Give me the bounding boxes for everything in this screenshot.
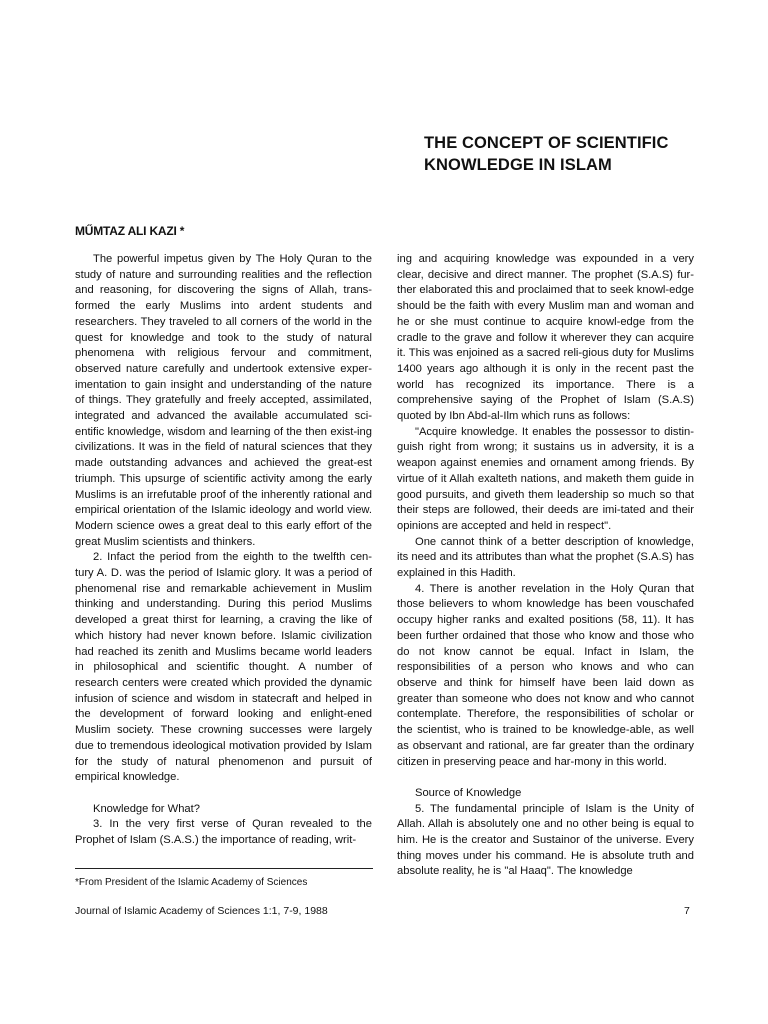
- right-column: [397, 252, 694, 880]
- paragraph-4: 4. There is another revelation in the Holy Quran that those believers to whom knowledge has been vouschafed occupy higher ranks and exalted positions (58, 11). It has been further ordained that those who know and those who do not know cannot be equal. Infact in Islam, the responsibilities of a person who knows and who can observe and think for himself have been laid down as greater than someone who does not know and who cannot contemplate. Therefore, the responsibilities of scholar or the scientist, who is trained to be knowledge-able, as well as observant and rational, are far greater than the ordinary citizen in preserving peace and har-mony in this world.: [397, 582, 694, 768]
- section-heading-knowledge-for-what: Knowledge for What?: [93, 802, 200, 815]
- hadith-quote: "Acquire knowledge. It enables the possessor to distin-guish right from wrong; it sustains us in adversity, it is a weapon against enemies and ornament among friends. By virtue of it Allah exalteth nations, and maketh them guide in good pursuits, and giveth them leadership so much so that their steps are followed, their deeds are imi-tated and their opinions are accepted and held in respect".: [397, 425, 694, 532]
- article-title: [424, 132, 734, 176]
- title-line-2: KNOWLEDGE IN ISLAM: [424, 156, 612, 174]
- left-column: [75, 252, 372, 849]
- paragraph-1: The powerful impetus given by The Holy Quran to the study of nature and surrounding realities and the reflection and reasoning, for discovering the signs of Allah, trans-formed the early Muslims into ardent students and researchers. They traveled to all corners of the world in the quest for knowledge and took to the study of natural phenomena with religious fervour and commitment, observed nature carefully and undertook extensive exper-imentation to gain insight and understanding of the nature of things. They gratefully and freely accepted, assimilated, integrated and advanced the available accumulated sci-entific knowledge, wisdom and learning of the then exist-ing civilizations. It was in the field of natural sciences that they made outstanding advances and achieved the great-est triumph. This upsurge of scientific activity among the early Muslims is an irrefutable proof of the inherently rational and empirical orientation of the Islamic ideology and world view. Modern science owes a great deal to this early effort of the great Muslim scientists and thinkers.: [75, 253, 372, 548]
- paragraph-3: 3. In the very first verse of Quran revealed to the Prophet of Islam (S.A.S.) the importance of reading, writ-: [75, 818, 372, 846]
- section-heading-source-of-knowledge: Source of Knowledge: [415, 786, 522, 799]
- footnote-divider: [75, 868, 373, 869]
- title-line-1: THE CONCEPT OF SCIENTIFIC: [424, 134, 669, 152]
- paragraph-3-continued: ing and acquiring knowledge was expounded in a very clear, decisive and direct manner. The prophet (S.A.S) fur-ther elaborated this and proclaimed that to seek knowl-edge should be the faith with every Muslim man and woman and he or she must continue to acquire knowl-edge from the cradle to the grave and follow it wherever they can acquire it. This was enjoined as a sacred reli-gious duty for Muslims 1400 years ago although it is only in the recent past the world has recognized its importance. There is a comprehensive saying of the Prophet of Islam (S.A.S) quoted by Ibn Abd-al-Ilm which runs as follows:: [397, 253, 694, 423]
- paragraph-5: 5. The fundamental principle of Islam is the Unity of Allah. Allah is absolutely one and no other being is equal to him. He is the creator and Sustainor of the universe. Every thing moves under his command. He is absolute truth and absolute reality, he is "al Haaq". The knowledge: [397, 802, 694, 878]
- author-name: MŰMTAZ ALI KAZI *: [75, 224, 185, 238]
- journal-citation: Journal of Islamic Academy of Sciences 1:1, 7-9, 1988: [75, 905, 328, 917]
- footnote: *From President of the Islamic Academy of Sciences: [75, 877, 308, 888]
- page-number: 7: [684, 905, 690, 917]
- paragraph-hadith-comment: One cannot think of a better description of knowledge, its need and its attributes than what the prophet (S.A.S) has explained in this Hadith.: [397, 535, 694, 580]
- paragraph-2: 2. Infact the period from the eighth to the twelfth cen-tury A. D. was the period of Islamic glory. It was a period of phenomenal rise and remarkable achievement in Muslim thinking and understanding. During this period Muslims developed a great thirst for learning, a craving the like of which history had never known before. Islamic civilization had reached its zenith and Muslims became world leaders in philosophical and scientific thought. A number of research centers were created which provided the dynamic infusion of science and wisdom in statecraft and helped in the development of forward looking and enlight-ened Muslim society. These crowning successes were largely due to tremendous ideological motivation provided by Islam for the study of natural phenomenon and pursuit of empirical knowledge.: [75, 551, 372, 784]
